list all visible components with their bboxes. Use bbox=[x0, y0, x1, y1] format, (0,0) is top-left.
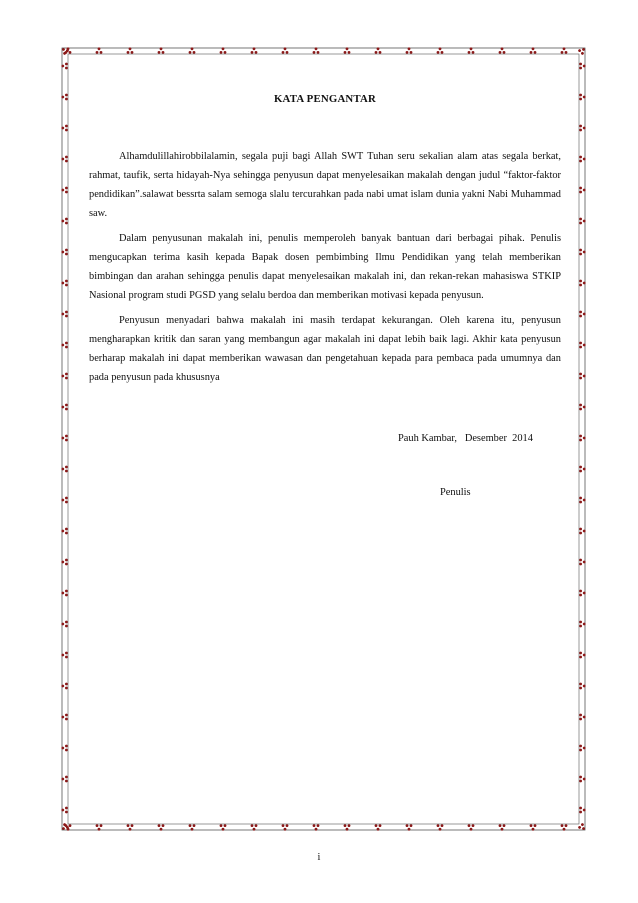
paragraph-3: Penyusun menyadari bahwa makalah ini masih terdapat kekurangan. Oleh karena itu, penyusun mengharapkan kritik dan saran yang membangun agar makalah ini dapat lebih baik lagi. Akhir kata penyusun berharap makalah ini dapat memberikan wawasan dan pengetahuan kepada para pembaca pada umumnya dan pada penyusun pada khususnya bbox=[89, 315, 561, 383]
document-body bbox=[89, 90, 561, 393]
paragraph-1: Alhamdulillahirobbilalamin, segala puji bagi Allah SWT Tuhan seru sekalian alam atas segala berkat, rahmat, taufik, serta hidayah-Nya sehingga penyusun dapat menyelesaikan makalah dengan judul “faktor-faktor pendidikan”.salawat bessrta salam semoga slalu tercurahkan pada nabi umat islam dunia yakni Nabi Muhammad saw. bbox=[89, 151, 561, 219]
signer-label: Penulis bbox=[440, 487, 471, 498]
paragraph-2: Dalam penyusunan makalah ini, penulis memperoleh banyak bantuan dari berbagai pihak. Penulis mengucapkan terima kasih kepada Bapak dosen pembimbing Ilmu Pendidikan yang telah memberikan bimbingan dan arahan sehingga penulis dapat menyelesaikan makalah ini, dan rekan-rekan mahasiswa STKIP Nasional program studi PGSD yang selalu berdoa dan memberikan motivasi kepada penyusun. bbox=[89, 233, 561, 301]
page-number: i bbox=[317, 852, 321, 863]
document-title: KATA PENGANTAR bbox=[273, 93, 377, 105]
place-and-date: Pauh Kambar, Desember 2014 bbox=[398, 433, 533, 444]
